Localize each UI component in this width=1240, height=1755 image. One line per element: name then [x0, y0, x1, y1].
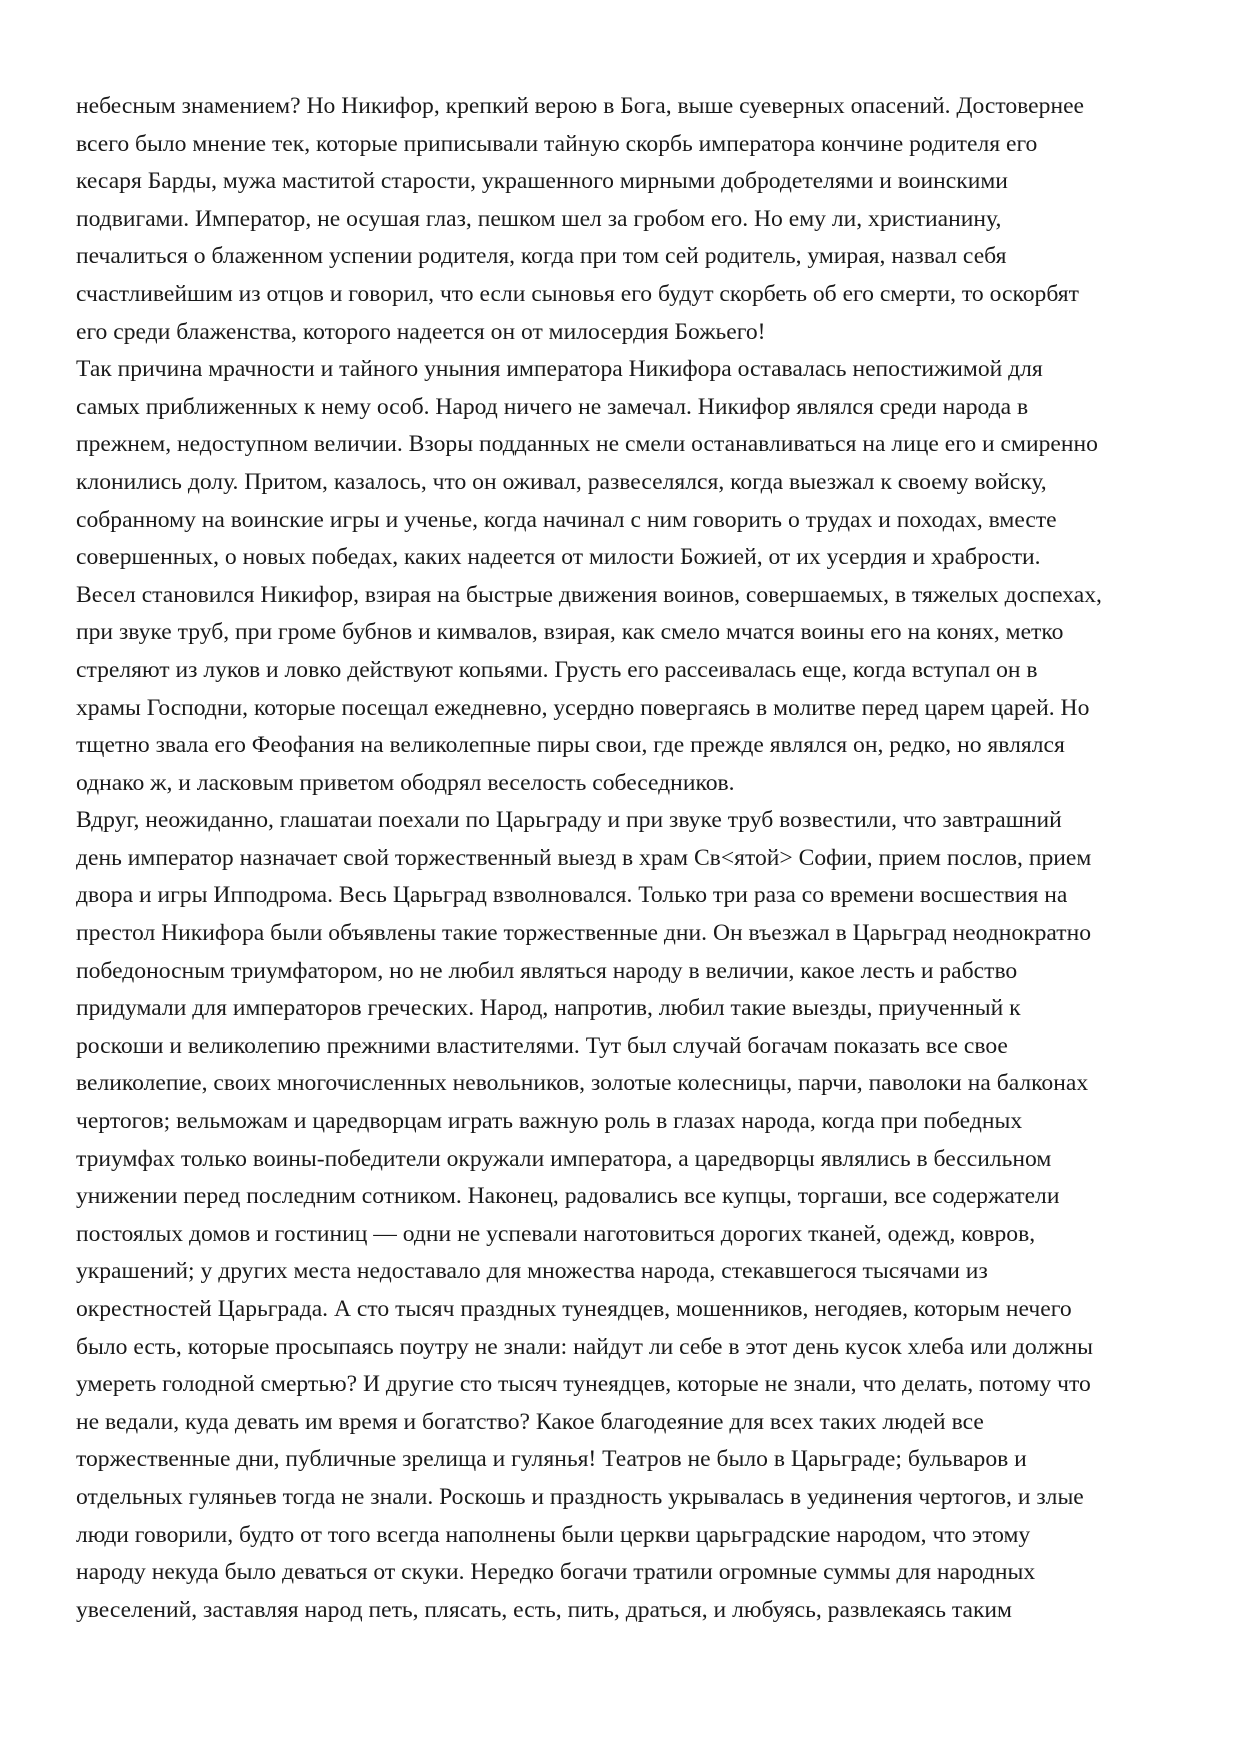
text-line: Вдруг, неожиданно, глашатаи поехали по Царьграду и при звуке труб возвестили, что завтрашний — [76, 807, 1062, 834]
text-line: клонились долу. Притом, казалось, что он оживал, развеселялся, когда выезжал к своему войску, — [76, 468, 1047, 495]
text-line: великолепие, своих многочисленных невольников, золотые колесницы, парчи, паволоки на балконах — [76, 1070, 1089, 1097]
text-line: отдельных гуляньев тогда не знали. Роскошь и праздность укрывалась в уединения чертогов, и злые — [76, 1483, 1084, 1510]
text-line: окрестностей Царьграда. А сто тысяч праздных тунеядцев, мошенников, негодяев, которым нечего — [76, 1296, 1072, 1322]
text-line: счастливейшим из отцов и говорил, что если сыновья его будут скорбеть об его смерти, то оскорбят — [76, 280, 1079, 307]
text-line: было есть, которые просыпаясь поутру не знали: найдут ли себе в этот день кусок хлеба или должны — [76, 1333, 1093, 1360]
text-line: народу некуда было деваться от скуки. Нередко богачи тратили огромные суммы для народных — [76, 1559, 1036, 1586]
paragraph-3 — [76, 802, 1156, 1629]
text-line: храмы Господни, которые посещал ежедневно, усердно повергаясь в молитве перед царем царей. Но — [76, 694, 1090, 721]
text-line: торжественные дни, публичные зрелища и гулянья! Театров не было в Царьграде; бульваров и — [76, 1446, 1027, 1473]
text-line: Весел становился Никифор, взирая на быстрые движения воинов, совершаемых, в тяжелых доспехах, — [76, 581, 1102, 608]
text-line: унижении перед последним сотником. Наконец, радовались все купцы, торгаши, все содержатели — [76, 1183, 1060, 1210]
text-line: не ведали, куда девать им время и богатство? Какое благодеяние для всех таких людей все — [76, 1408, 984, 1435]
text-line: Так причина мрачности и тайного уныния императора Никифора оставалась непостижимой для — [76, 356, 1043, 383]
text-line: прежнем, недоступном величии. Взоры подданных не смели останавливаться на лице его и смиренно — [76, 431, 1098, 458]
text-line: собранному на воинские игры и ученье, когда начинал с ним говорить о трудах и походах, вместе — [76, 506, 1057, 533]
text-line: увеселений, заставляя народ петь, плясать, есть, пить, драться, и любуясь, развлекаясь таким — [76, 1596, 1012, 1623]
text-line: тщетно звала его Феофания на великолепные пиры свои, где прежде являлся он, редко, но являлся — [76, 732, 1065, 759]
text-line: стреляют из луков и ловко действуют копьями. Грусть его рассеивалась еще, когда вступал он в — [76, 656, 1038, 683]
text-line: украшений; у других места недоставало для множества народа, стекавшегося тысячами из — [76, 1258, 988, 1285]
text-line: при звуке труб, при громе бубнов и кимвалов, взирая, как смело мчатся воины его на конях, метко — [76, 619, 1064, 646]
body-text — [76, 88, 1156, 1629]
text-line: люди говорили, будто от того всегда наполнены были церкви царьградские народом, что этому — [76, 1521, 1031, 1548]
text-line: придумали для императоров греческих. Народ, напротив, любил такие выезды, приученный к — [76, 995, 1021, 1022]
text-line: небесным знамением? Но Никифор, крепкий верою в Бога, выше суеверных опасений. Достовернее — [76, 93, 1085, 119]
text-line: день император назначает свой торжественный выезд в храм Св<ятой> Софии, прием послов, прием — [76, 844, 1092, 871]
text-line: подвигами. Император, не осушая глаз, пешком шел за гробом его. Но ему ли, христианину, — [76, 205, 1002, 232]
paragraph-2 — [76, 351, 1156, 802]
text-line: кесаря Барды, мужа маститой старости, украшенного мирными добродетелями и воинскими — [76, 168, 1008, 195]
text-line: двора и игры Ипподрома. Весь Царьград взволновался. Только три раза со времени восшествия на — [76, 882, 1068, 909]
text-line: самых приближенных к нему особ. Народ ничего не замечал. Никифор являлся среди народа в — [76, 393, 1029, 420]
text-line: триумфах только воины-победители окружали императора, а царедворцы являлись в бессильном — [76, 1145, 1052, 1172]
text-line: его среди блаженства, которого надеется он от милосердия Божьего! — [76, 318, 766, 345]
text-line: победоносным триумфатором, но не любил являться народу в величии, какое лесть и рабство — [76, 957, 1018, 984]
text-line: роскоши и великолепию прежними властителями. Тут был случай богачам показать все свое — [76, 1032, 1008, 1059]
text-line: умереть голодной смертью? И другие сто тысяч тунеядцев, которые не знали, что делать, потому что — [76, 1371, 1091, 1398]
text-line: печалиться о блаженном успении родителя, когда при том сей родитель, умирая, назвал себя — [76, 243, 1007, 270]
text-line: чертогов; вельможам и царедворцам играть важную роль в глазах народа, когда при победных — [76, 1108, 1023, 1135]
paragraph-1 — [76, 88, 1156, 351]
text-line: совершенных, о новых победах, каких надеется от милости Божией, от их усердия и храбрости. — [76, 544, 1041, 571]
text-line: всего было мнение тек, которые приписывали тайную скорбь императора кончине родителя его — [76, 130, 1038, 157]
text-line: постоялых домов и гостиниц — одни не успевали наготовиться дорогих тканей, одежд, ковров, — [76, 1220, 1036, 1247]
text-line: однако ж, и ласковым приветом ободрял веселость собеседников. — [76, 769, 735, 796]
text-line: престол Никифора были объявлены такие торжественные дни. Он въезжал в Царьград неоднократно — [76, 920, 1092, 947]
